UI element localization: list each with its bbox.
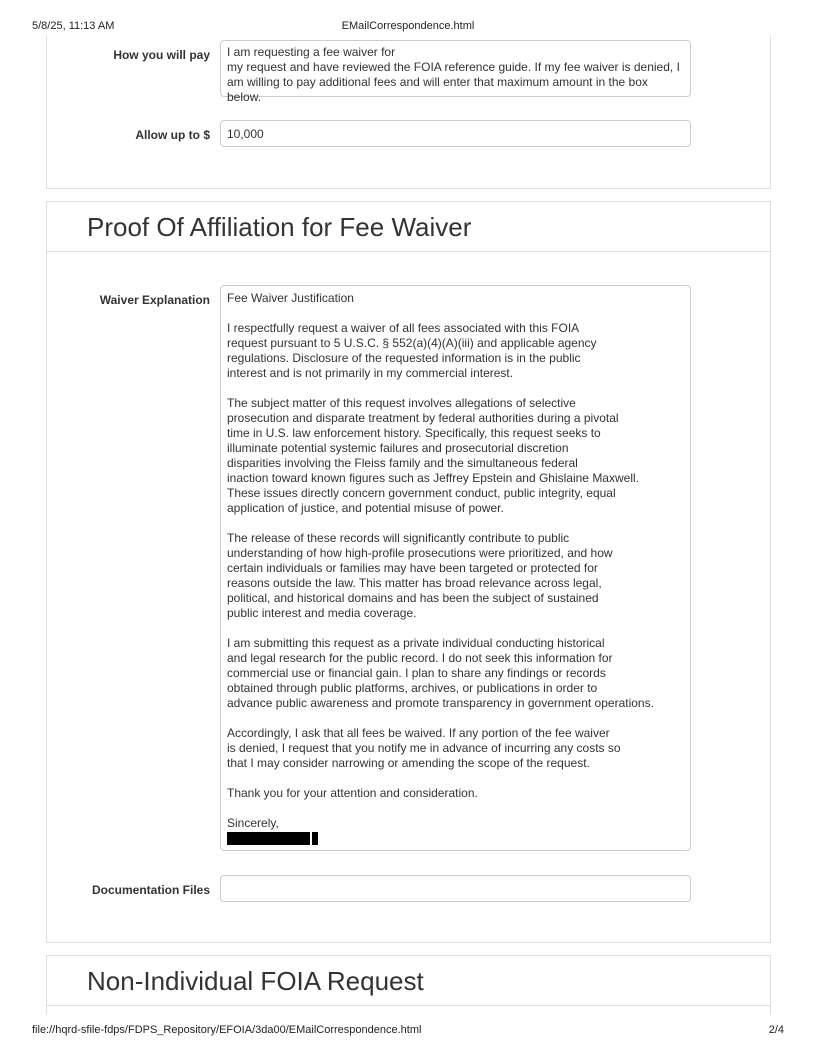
print-footer [32, 1024, 784, 1038]
redacted-signature-block [227, 832, 319, 845]
how-you-will-pay-line2: my request and have reviewed the FOIA reference guide. If my fee waiver is denied, I am willing to pay additional fees and will enter that maximum amount in the box below. [227, 60, 680, 104]
waiver-explanation-label: Waiver Explanation [99, 293, 210, 307]
allow-up-to-input[interactable]: 10,000 [220, 120, 691, 147]
fee-waiver-panel [46, 201, 771, 943]
redaction-bar [227, 832, 310, 845]
how-you-will-pay-line1: I am requesting a fee waiver for [227, 45, 396, 59]
print-file-url: file://hqrd-sfile-fdps/FDPS_Repository/EFOIA/3da00/EMailCorrespondence.html [32, 1024, 422, 1036]
documentation-files-field[interactable] [220, 875, 691, 902]
non-individual-panel [46, 955, 771, 1015]
how-you-will-pay-label: How you will pay [113, 48, 210, 62]
print-header [32, 20, 784, 34]
print-page-number: 2/4 [768, 1024, 784, 1036]
non-individual-section-title: Non-Individual FOIA Request [87, 966, 424, 996]
print-document-title: EMailCorrespondence.html [341, 20, 475, 32]
redaction-bar [312, 832, 318, 845]
fee-waiver-section-title: Proof Of Affiliation for Fee Waiver [87, 212, 472, 242]
how-you-will-pay-field[interactable] [220, 40, 691, 104]
waiver-explanation-text: Fee Waiver Justification I respectfully request a waiver of all fees associated with this FOIA request pursuant to 5 U.S.C. § 552(a)(4)(A)(iii) and applicable agency regulations. Disclosure of the requested information is in the public interest and is not primarily in my commercial interest. The subject matter of this request involves allegations of selective prosecution and disparate treatment by federal authorities during a pivotal time in U.S. law enforcement history. Specifically, this request seeks to illuminate potential systemic failures and prosecutorial discretion disparities involving the Fleiss family and the simultaneous federal inaction toward known figures such as Jeffrey Epstein and Ghislaine Maxwell. These issues directly concern government conduct, public integrity, equal application of justice, and potential misuse of power. The release of these records will significantly contribute to public understanding of how high-profile prosecutions were prioritized, and how certain individuals or families may have been targeted or protected for reasons outside the law. This matter has broad relevance across legal, political, and historical domains and has been the subject of sustained public interest and media coverage. I am submitting this request as a private individual conducting historical and legal research for the public record. I do not seek this information for commercial use or financial gain. I plan to share any findings or records obtained through public platforms, archives, or publications in order to advance public awareness and promote transparency in government operations. Accordingly, I ask that all fees be waived. If any portion of the fee waiver is denied, I request that you notify me in advance of incurring any costs so that I may consider narrowing or amending the scope of the request. Thank you for your attention and consideration. Sincerely, [227, 291, 654, 830]
payment-panel [46, 36, 771, 189]
print-datetime: 5/8/25, 11:13 AM [32, 20, 115, 32]
waiver-explanation-textarea[interactable] [220, 285, 691, 851]
documentation-files-label: Documentation Files [91, 883, 210, 897]
fee-waiver-panel-heading [47, 202, 770, 252]
non-individual-panel-heading [47, 956, 770, 1006]
allow-up-to-label: Allow up to $ [135, 128, 210, 142]
